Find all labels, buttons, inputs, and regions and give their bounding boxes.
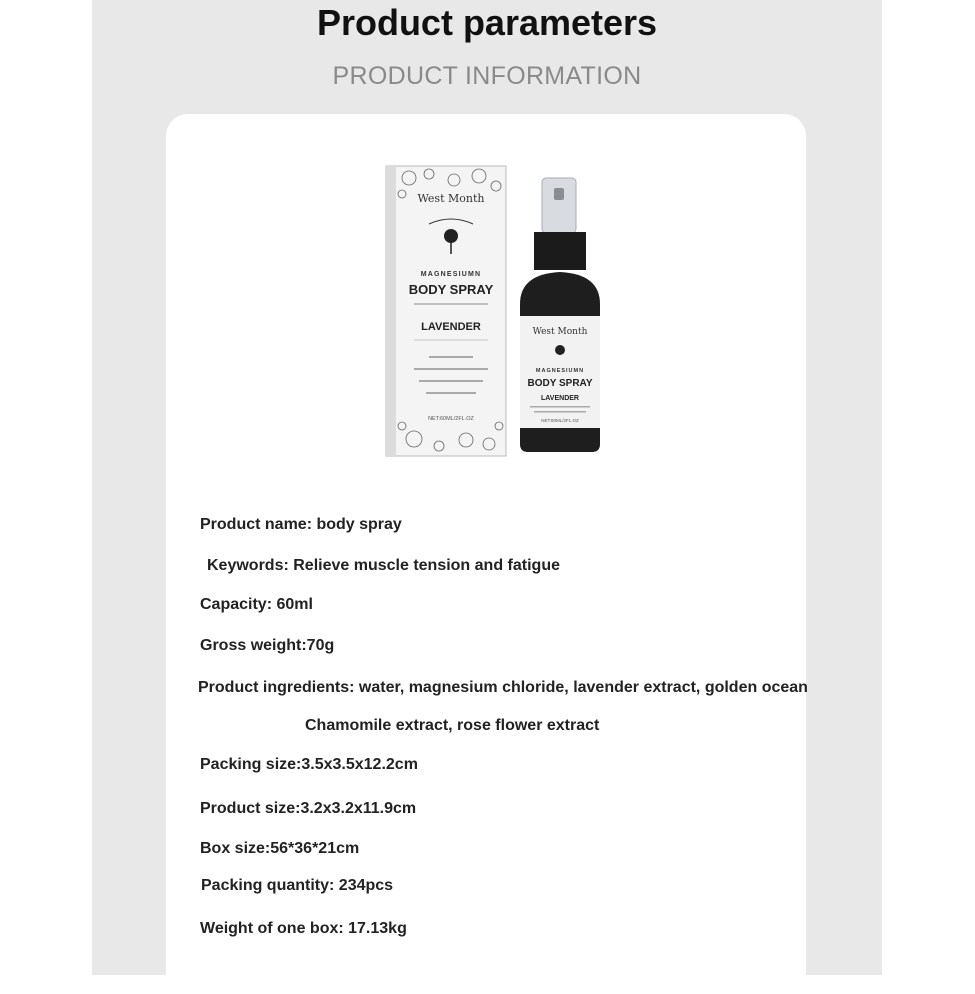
spec-product-name: Product name: body spray — [200, 516, 402, 533]
bottle-net-volume: NET:60ML/2FL.OZ — [541, 418, 579, 423]
bottle-brand: West Month — [532, 327, 588, 337]
bottle-product-name: BODY SPRAY — [527, 378, 593, 389]
rose-icon — [444, 229, 458, 243]
bottle-cap — [542, 178, 576, 233]
spec-box-size: Box size:56*36*21cm — [200, 840, 360, 857]
bottle-collar — [534, 232, 586, 270]
page-title: Product parameters — [316, 2, 658, 43]
background-panel — [92, 0, 882, 975]
spec-packing-size: Packing size:3.5x3.5x12.2cm — [200, 756, 418, 773]
box-variant: LAVENDER — [421, 321, 481, 333]
spec-capacity: Capacity: 60ml — [200, 596, 313, 613]
page-subtitle: PRODUCT INFORMATION — [332, 62, 642, 90]
box-line: MAGNESIUMN — [420, 271, 482, 278]
box-product-name: BODY SPRAY — [408, 282, 494, 297]
spec-keywords: Keywords: Relieve muscle tension and fatigue — [207, 557, 560, 574]
product-image — [384, 164, 614, 464]
spec-box-weight: Weight of one box: 17.13kg — [200, 920, 407, 937]
spec-packing-quantity: Packing quantity: 234pcs — [201, 877, 394, 894]
bottle-rose-icon — [555, 345, 565, 355]
spray-bottle — [520, 178, 600, 452]
info-card — [166, 114, 806, 994]
bottle-line: MAGNESIUMN — [535, 368, 585, 374]
product-box — [386, 166, 506, 456]
spec-product-size: Product size:3.2x3.2x11.9cm — [200, 800, 417, 817]
box-net-volume: NET:60ML/2FL.OZ — [428, 416, 474, 422]
spec-ingredients-line1: Product ingredients: water, magnesium chloride, lavender extract, golden ocean — [198, 679, 808, 696]
bottle-variant: LAVENDER — [541, 395, 579, 402]
box-brand: West Month — [417, 192, 485, 205]
spec-ingredients-line2: Chamomile extract, rose flower extract — [305, 717, 600, 734]
spec-gross-weight: Gross weight:70g — [200, 637, 335, 654]
